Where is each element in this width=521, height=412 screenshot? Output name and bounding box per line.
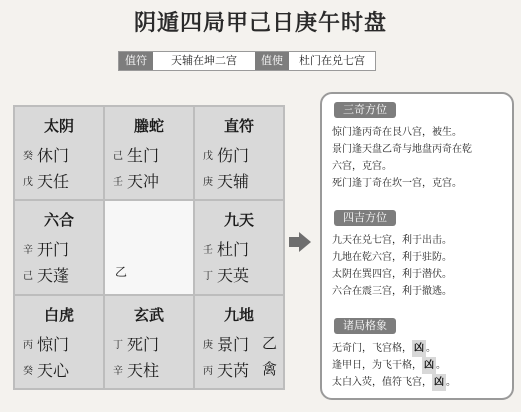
header-bar — [118, 51, 376, 71]
zhishi-value: 杜门在兑七宫 — [289, 52, 375, 70]
door-name: 杜门 — [217, 240, 250, 260]
palace-kun — [194, 106, 284, 200]
extra-star: 禽 — [261, 359, 277, 378]
star-name: 天蓬 — [37, 266, 70, 286]
zhifu-value: 天辅在坤二宫 — [153, 52, 255, 70]
heaven-stem: 辛 — [23, 245, 33, 257]
sanqi-title: 三奇方位 — [334, 102, 396, 118]
sanqi-line: 死门逢丁奇在坎一宫，克宫。 — [332, 178, 462, 189]
palace-god: 白虎 — [43, 305, 74, 324]
extra-stem: 乙 — [261, 333, 277, 352]
inauspicious-badge: 凶 — [422, 357, 436, 374]
sanqi-line: 六宫，克宫。 — [332, 161, 392, 172]
palace-god: 六合 — [43, 211, 74, 230]
palace-god: 直符 — [223, 117, 254, 135]
palace-zhen — [14, 200, 104, 294]
palace-qian — [194, 295, 284, 389]
heaven-stem: 丁 — [113, 339, 123, 351]
star-name: 天柱 — [127, 360, 160, 380]
heaven-stem: 丙 — [23, 339, 33, 351]
door-name: 休门 — [37, 146, 70, 165]
heaven-stem: 壬 — [203, 245, 213, 257]
sijixiang-line: 六合在震三宫，利于撤逃。 — [332, 286, 452, 297]
geju-line: 太白入荧，值符飞宫， 凶 。 — [332, 374, 507, 391]
earth-stem: 壬 — [113, 177, 123, 188]
door-name: 景门 — [217, 334, 250, 354]
heaven-stem: 戊 — [203, 151, 213, 162]
palace-center — [104, 200, 194, 294]
palace-god: 九地 — [223, 305, 254, 324]
door-name: 伤门 — [217, 146, 250, 165]
star-name: 天任 — [37, 172, 70, 191]
inauspicious-badge: 凶 — [432, 374, 446, 391]
palace-god: 九天 — [223, 211, 254, 230]
star-name: 天冲 — [127, 172, 160, 191]
earth-stem: 癸 — [23, 365, 33, 377]
star-name: 天辅 — [217, 172, 250, 191]
qimen-grid — [13, 105, 285, 390]
palace-god: 太阴 — [43, 117, 74, 135]
zhishi-label: 值使 — [255, 52, 289, 70]
heaven-stem: 癸 — [23, 151, 33, 162]
star-name: 天芮 — [217, 360, 250, 380]
sijixiang-line: 九地在乾六宫，利于驻防。 — [332, 252, 452, 263]
zhifu-label: 值符 — [119, 52, 153, 70]
sijixiang-line: 九天在兑七宫，利于出击。 — [332, 235, 452, 246]
palace-gen — [14, 295, 104, 389]
palace-god: 螣蛇 — [133, 117, 164, 135]
geju-title: 诸局格象 — [334, 318, 396, 334]
earth-stem: 庚 — [203, 177, 213, 188]
palace-li — [104, 106, 194, 200]
star-name: 天心 — [37, 360, 70, 380]
geju-text — [332, 340, 507, 391]
sanqi-text — [332, 124, 507, 192]
door-name: 生门 — [127, 146, 160, 165]
earth-stem: 戊 — [23, 177, 33, 188]
sanqi-line: 景门逢天盘乙奇与地盘丙奇在乾 — [332, 144, 472, 155]
sijixiang-text — [332, 232, 507, 300]
palace-god: 玄武 — [133, 305, 164, 324]
heaven-stem: 己 — [113, 151, 123, 162]
door-name: 死门 — [127, 334, 160, 354]
center-stem: 乙 — [115, 264, 128, 279]
sanqi-line: 惊门逢丙奇在艮八宫，被生。 — [332, 127, 462, 138]
chart-title: 阴遁四局甲己日庚午时盘 — [133, 11, 387, 36]
door-name: 开门 — [37, 240, 70, 260]
geju-line: 逢甲日，为飞干格， 凶 。 — [332, 357, 507, 374]
earth-stem: 丁 — [203, 271, 213, 283]
sijixiang-title: 四吉方位 — [334, 210, 396, 226]
sijixiang-line: 太阴在巽四宫，利于潜伏。 — [332, 269, 452, 280]
door-name: 惊门 — [37, 334, 70, 354]
inauspicious-badge: 凶 — [412, 340, 426, 357]
heaven-stem: 庚 — [203, 339, 213, 351]
geju-line: 无奇门，飞宫格， 凶 。 — [332, 340, 507, 357]
palace-xun — [14, 106, 104, 200]
palace-dui — [194, 200, 284, 294]
palace-kan — [104, 295, 194, 389]
star-name: 天英 — [217, 266, 250, 286]
earth-stem: 辛 — [113, 365, 123, 377]
earth-stem: 己 — [23, 271, 33, 283]
earth-stem: 丙 — [203, 365, 213, 377]
analysis-panel — [320, 92, 514, 400]
